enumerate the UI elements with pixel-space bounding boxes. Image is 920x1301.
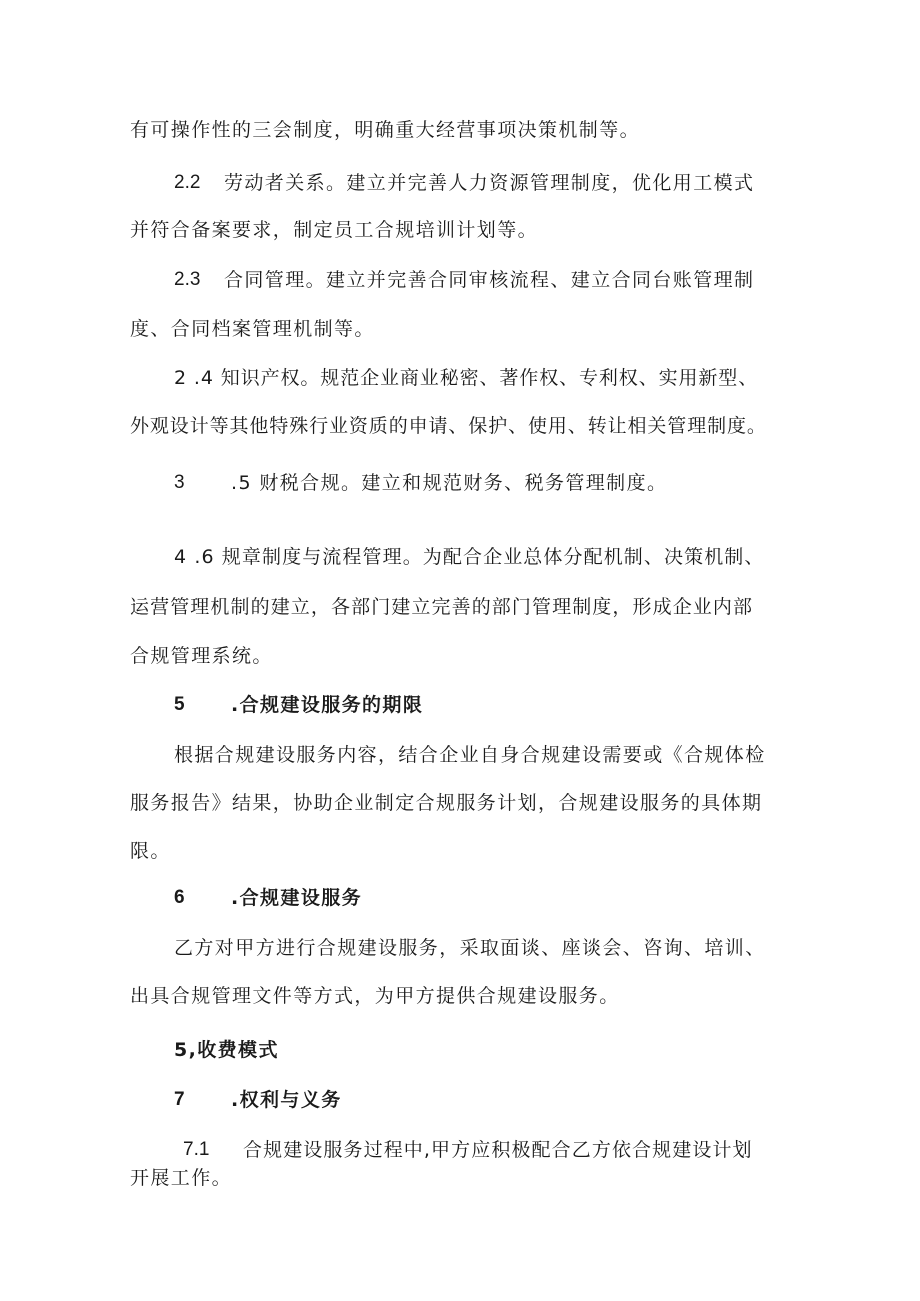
paragraph-line: 合规管理系统。 xyxy=(130,645,273,667)
paragraph-line: 合规建设服务过程中,甲方应积极配合乙方依合规建设计划 xyxy=(243,1139,753,1161)
paragraph-line: 并符合备案要求，制定员工合规培训计划等。 xyxy=(130,219,539,241)
paragraph-line: 开展工作。 xyxy=(130,1167,233,1189)
section-heading-number: 5 xyxy=(174,694,185,715)
paragraph-line: 合同管理。建立并完善合同审核流程、建立合同台账管理制 xyxy=(224,269,755,291)
paragraph-line: 服务报告》结果，协助企业制定合规服务计划，合规建设服务的具体期 xyxy=(130,792,763,814)
paragraph-line: 运营管理机制的建立，各部门建立完善的部门管理制度，形成企业内部 xyxy=(130,596,754,618)
section-number: 2.3 xyxy=(174,269,201,290)
paragraph-line: .5 财税合规。建立和规范财务、税务管理制度。 xyxy=(231,472,668,494)
section-number: 7.1 xyxy=(183,1139,210,1160)
paragraph-line: 2 .4 知识产权。规范企业商业秘密、著作权、专利权、实用新型、 xyxy=(174,367,759,389)
paragraph-line: 外观设计等其他特殊行业资质的申请、保护、使用、转让相关管理制度。 xyxy=(130,415,767,437)
paragraph-line: 劳动者关系。建立并完善人力资源管理制度，优化用工模式 xyxy=(224,172,755,194)
section-heading: .合规建设服务 xyxy=(231,887,363,909)
paragraph-line: 出具合规管理文件等方式，为甲方提供合规建设服务。 xyxy=(130,985,620,1007)
paragraph-line: 有可操作性的三会制度，明确重大经营事项决策机制等。 xyxy=(130,119,641,141)
section-heading: 5,收费模式 xyxy=(174,1039,279,1061)
paragraph-line: 限。 xyxy=(130,840,171,862)
section-number: 2.2 xyxy=(174,172,201,193)
section-heading: .权利与义务 xyxy=(231,1089,342,1111)
section-heading-number: 7 xyxy=(174,1089,185,1110)
paragraph-line: 根据合规建设服务内容，结合企业自身合规建设需要或《合规体检 xyxy=(174,744,766,766)
section-heading: .合规建设服务的期限 xyxy=(231,694,424,716)
section-number: 3 xyxy=(174,472,185,493)
paragraph-line: 度、合同档案管理机制等。 xyxy=(130,318,375,340)
section-heading-number: 6 xyxy=(174,887,185,908)
paragraph-line: 4 .6 规章制度与流程管理。为配合企业总体分配机制、决策机制、 xyxy=(174,546,765,568)
paragraph-line: 乙方对甲方进行合规建设服务，采取面谈、座谈会、咨询、培训、 xyxy=(174,937,766,959)
